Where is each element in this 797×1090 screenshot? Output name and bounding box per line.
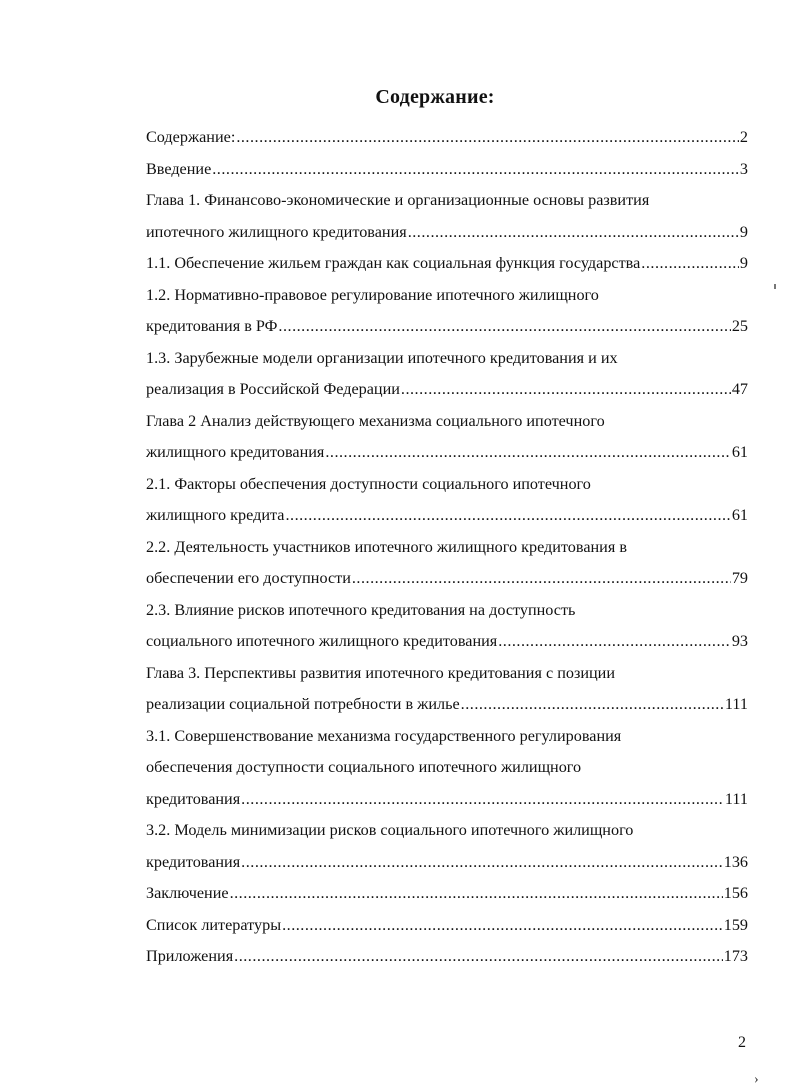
toc-entry-text: Глава 3. Перспективы развития ипотечного кредитования с позиции — [146, 663, 616, 682]
toc-leader-dots — [408, 217, 739, 249]
toc-leader-dots — [241, 847, 723, 879]
toc-entry-text: Приложения — [146, 947, 234, 965]
toc-entry-text: реализация в Российской Федерации — [146, 380, 400, 398]
toc-entry-text: 1.2. Нормативно-правовое регулирование ипотечного жилищного — [146, 285, 599, 304]
toc-entry-text: Содержание: — [146, 128, 236, 146]
toc-leader-dots — [234, 941, 723, 973]
toc-leader-dots — [498, 626, 731, 658]
toc-entry — [146, 658, 748, 690]
toc-entry-text: социального ипотечного жилищного кредитования — [146, 632, 498, 650]
scan-speck — [774, 284, 776, 289]
toc-entry — [146, 752, 748, 784]
toc-entry — [146, 311, 748, 343]
toc-leader-dots — [212, 154, 739, 186]
toc-entry — [146, 563, 748, 595]
toc-entry — [146, 878, 748, 910]
toc-entry-page: 61 — [731, 443, 748, 461]
toc-entry — [146, 122, 748, 154]
toc-entry-page: 136 — [723, 852, 748, 871]
toc-entry — [146, 721, 748, 753]
toc-entry — [146, 280, 748, 312]
toc-entry-text: Заключение — [146, 884, 229, 902]
toc-entry-page: 3 — [739, 159, 748, 178]
toc-entry — [146, 689, 748, 721]
page-title: Содержание: — [375, 86, 495, 108]
toc-entry-text: жилищного кредитования — [146, 443, 325, 461]
toc-entry-text: Введение — [146, 159, 212, 178]
toc-entry-text: кредитования — [146, 789, 241, 808]
table-of-contents — [146, 122, 748, 973]
toc-entry — [146, 941, 748, 973]
toc-leader-dots — [461, 689, 724, 721]
toc-entry — [146, 847, 748, 879]
toc-entry-text: кредитования — [146, 852, 241, 871]
toc-leader-dots — [241, 784, 724, 816]
toc-entry — [146, 532, 748, 564]
toc-entry — [146, 154, 748, 186]
toc-entry-page: 9 — [739, 222, 748, 241]
toc-leader-dots — [285, 500, 730, 532]
toc-entry-page: 47 — [731, 380, 748, 398]
toc-entry-page: 79 — [731, 569, 748, 587]
toc-entry-text: ипотечного жилищного кредитования — [146, 222, 407, 241]
toc-entry — [146, 343, 748, 375]
toc-entry — [146, 815, 748, 847]
toc-entry-page: 156 — [723, 884, 748, 902]
toc-entry-text: кредитования в РФ — [146, 317, 278, 335]
toc-entry-text: 1.1. Обеспечение жильем граждан как социальная функция государства — [146, 254, 641, 272]
page-number: 2 — [738, 1034, 746, 1051]
toc-entry-text: 1.3. Зарубежные модели организации ипотечного кредитования и их — [146, 348, 618, 367]
toc-entry-text: жилищного кредита — [146, 506, 285, 524]
toc-leader-dots — [278, 311, 730, 343]
toc-entry-page: 159 — [723, 915, 748, 934]
toc-entry — [146, 595, 748, 627]
toc-entry-page: 61 — [731, 506, 748, 524]
toc-leader-dots — [230, 878, 723, 910]
toc-entry-text: Список литературы — [146, 915, 282, 934]
toc-entry — [146, 406, 748, 438]
toc-leader-dots — [282, 910, 723, 942]
toc-entry — [146, 784, 748, 816]
toc-entry — [146, 437, 748, 469]
toc-entry-text: обеспечении его доступности — [146, 569, 351, 587]
toc-entry-page: 111 — [724, 695, 748, 713]
toc-entry-page: 9 — [739, 254, 748, 272]
toc-leader-dots — [352, 563, 731, 595]
toc-entry-text: Глава 2 Анализ действующего механизма социального ипотечного — [146, 411, 605, 430]
toc-leader-dots — [401, 374, 731, 406]
toc-entry — [146, 910, 748, 942]
toc-entry — [146, 374, 748, 406]
toc-entry-text: 3.1. Совершенствование механизма государственного регулирования — [146, 726, 622, 745]
toc-entry-text: реализации социальной потребности в жилье — [146, 695, 460, 713]
toc-entry-page: 2 — [739, 128, 748, 146]
toc-entry — [146, 626, 748, 658]
toc-leader-dots — [236, 122, 739, 154]
toc-leader-dots — [641, 248, 739, 280]
toc-entry — [146, 185, 748, 217]
toc-entry — [146, 500, 748, 532]
toc-entry — [146, 217, 748, 249]
toc-entry-text: 3.2. Модель минимизации рисков социального ипотечного жилищного — [146, 821, 634, 839]
scan-mark: › — [754, 1072, 759, 1087]
toc-entry-page: 93 — [731, 632, 748, 650]
toc-entry-page: 25 — [731, 317, 748, 335]
toc-entry-text: обеспечения доступности социального ипотечного жилищного — [146, 758, 582, 776]
toc-entry-text: 2.1. Факторы обеспечения доступности социального ипотечного — [146, 474, 591, 493]
toc-entry-text: 2.2. Деятельность участников ипотечного жилищного кредитования в — [146, 537, 627, 556]
toc-entry — [146, 469, 748, 501]
toc-entry-text: Глава 1. Финансово-экономические и организационные основы развития — [146, 191, 650, 209]
toc-leader-dots — [325, 437, 730, 469]
toc-entry-page: 111 — [724, 789, 748, 808]
toc-entry — [146, 248, 748, 280]
toc-entry-page: 173 — [723, 947, 748, 965]
toc-entry-text: 2.3. Влияние рисков ипотечного кредитования на доступность — [146, 600, 576, 619]
